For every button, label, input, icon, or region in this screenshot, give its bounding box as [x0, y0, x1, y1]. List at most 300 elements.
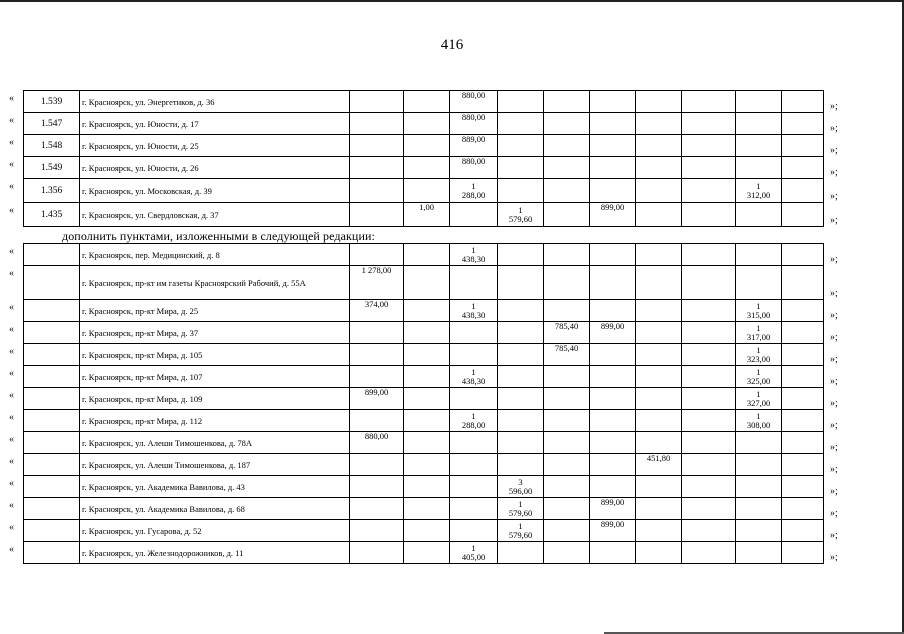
value-cell [404, 454, 450, 476]
value-cell [682, 113, 736, 135]
row-number [24, 476, 80, 498]
value-cell: 3 596,00 [498, 476, 544, 498]
open-quote: « [9, 323, 14, 335]
value-cell [350, 344, 404, 366]
value-cell [350, 157, 404, 179]
table-row [24, 520, 824, 542]
value-cell [782, 322, 824, 344]
value-cell [682, 203, 736, 227]
value-cell [450, 432, 498, 454]
value-cell [498, 542, 544, 564]
value-cell [498, 366, 544, 388]
value-cell: 1 278,00 [350, 266, 404, 300]
value-cell [450, 203, 498, 227]
value-cell [782, 388, 824, 410]
value-cell [590, 179, 636, 203]
value-cell [450, 266, 498, 300]
value-cell [544, 410, 590, 432]
value-cell [636, 322, 682, 344]
close-quote: »; [830, 397, 838, 409]
value-cell [682, 244, 736, 266]
close-quote: »; [830, 100, 838, 112]
value-cell [782, 542, 824, 564]
address-cell: г. Красноярск, пр-кт Мира, д. 105 [80, 344, 350, 366]
table-row [24, 244, 824, 266]
close-quote: »; [830, 309, 838, 321]
value-cell: 785,40 [544, 344, 590, 366]
value-cell [590, 454, 636, 476]
value-cell [636, 91, 682, 113]
value-cell [544, 388, 590, 410]
table-row [24, 344, 824, 366]
value-cell: 899,00 [590, 520, 636, 542]
value-cell [450, 498, 498, 520]
value-cell [350, 520, 404, 542]
value-cell [682, 157, 736, 179]
close-quote: »; [830, 287, 838, 299]
value-cell: 1 325,00 [736, 366, 782, 388]
open-quote: « [9, 267, 14, 279]
value-cell [636, 203, 682, 227]
table-row [24, 476, 824, 498]
value-cell [736, 454, 782, 476]
value-cell [590, 366, 636, 388]
value-cell [782, 366, 824, 388]
open-quote: « [9, 180, 14, 192]
close-quote: »; [830, 375, 838, 387]
value-cell [544, 203, 590, 227]
table-row [24, 113, 824, 135]
address-cell: г. Красноярск, ул. Алеши Тимошенкова, д. 187 [80, 454, 350, 476]
row-number [24, 266, 80, 300]
value-cell [636, 476, 682, 498]
value-cell [636, 300, 682, 322]
value-cell [636, 542, 682, 564]
value-cell [782, 203, 824, 227]
row-number [24, 410, 80, 432]
value-cell [350, 322, 404, 344]
open-quote: « [9, 367, 14, 379]
value-cell [590, 542, 636, 564]
value-cell [590, 266, 636, 300]
value-cell [404, 344, 450, 366]
value-cell [782, 179, 824, 203]
open-quote: « [9, 499, 14, 511]
address-cell: г. Красноярск, пер. Медицинский, д. 8 [80, 244, 350, 266]
value-cell [350, 203, 404, 227]
row-number [24, 454, 80, 476]
value-cell [590, 410, 636, 432]
value-cell [682, 410, 736, 432]
value-cell [590, 476, 636, 498]
open-quote: « [9, 433, 14, 445]
value-cell [544, 542, 590, 564]
open-quote: « [9, 245, 14, 257]
tariff-table-existing [23, 90, 824, 227]
value-cell [590, 135, 636, 157]
page-number: 416 [440, 37, 464, 53]
value-cell [590, 300, 636, 322]
value-cell [450, 476, 498, 498]
table-row [24, 388, 824, 410]
close-quote: »; [830, 214, 838, 226]
address-cell: г. Красноярск, ул. Юности, д. 25 [80, 135, 350, 157]
value-cell: 899,00 [350, 388, 404, 410]
value-cell [544, 244, 590, 266]
open-quote: « [9, 543, 14, 555]
value-cell [636, 113, 682, 135]
open-quote: « [9, 389, 14, 401]
value-cell [544, 432, 590, 454]
close-quote: »; [830, 463, 838, 475]
value-cell: 899,00 [590, 498, 636, 520]
value-cell [682, 388, 736, 410]
value-cell [404, 135, 450, 157]
table-row [24, 266, 824, 300]
value-cell [350, 135, 404, 157]
address-cell: г. Красноярск, ул. Академика Вавилова, д. 43 [80, 476, 350, 498]
table-row [24, 454, 824, 476]
open-quote: « [9, 301, 14, 313]
close-quote: »; [830, 253, 838, 265]
value-cell [636, 157, 682, 179]
value-cell [544, 454, 590, 476]
value-cell: 880,00 [450, 113, 498, 135]
value-cell: 1 288,00 [450, 410, 498, 432]
table-row [24, 542, 824, 564]
value-cell: 880,00 [450, 91, 498, 113]
value-cell: 899,00 [590, 203, 636, 227]
value-cell [682, 432, 736, 454]
value-cell: 1,00 [404, 203, 450, 227]
value-cell [782, 498, 824, 520]
value-cell [350, 498, 404, 520]
value-cell [350, 410, 404, 432]
value-cell [404, 520, 450, 542]
value-cell [544, 113, 590, 135]
value-cell [404, 410, 450, 432]
table-row [24, 157, 824, 179]
row-number: 1.549 [24, 157, 80, 179]
row-number: 1.548 [24, 135, 80, 157]
row-number [24, 244, 80, 266]
table-row [24, 179, 824, 203]
value-cell [590, 91, 636, 113]
value-cell [682, 476, 736, 498]
value-cell [682, 266, 736, 300]
value-cell [404, 388, 450, 410]
close-quote: »; [830, 507, 838, 519]
address-cell: г. Красноярск, пр-кт Мира, д. 107 [80, 366, 350, 388]
value-cell [636, 179, 682, 203]
value-cell: 785,40 [544, 322, 590, 344]
value-cell [782, 476, 824, 498]
value-cell [350, 91, 404, 113]
row-number: 1.539 [24, 91, 80, 113]
open-quote: « [9, 477, 14, 489]
value-cell [736, 113, 782, 135]
address-cell: г. Красноярск, ул. Академика Вавилова, д. 68 [80, 498, 350, 520]
value-cell [498, 432, 544, 454]
table-row [24, 432, 824, 454]
close-quote: »; [830, 441, 838, 453]
address-cell: г. Красноярск, ул. Гусарова, д. 52 [80, 520, 350, 542]
value-cell [636, 266, 682, 300]
value-cell [782, 244, 824, 266]
value-cell [590, 244, 636, 266]
tariff-table-added [23, 243, 824, 564]
value-cell [404, 498, 450, 520]
address-cell: г. Красноярск, пр-кт Мира, д. 25 [80, 300, 350, 322]
value-cell [450, 454, 498, 476]
address-cell: г. Красноярск, пр-кт Мира, д. 112 [80, 410, 350, 432]
value-cell [350, 542, 404, 564]
address-cell: г. Красноярск, пр-кт Мира, д. 37 [80, 322, 350, 344]
value-cell [590, 344, 636, 366]
value-cell [682, 322, 736, 344]
value-cell [498, 179, 544, 203]
value-cell [350, 244, 404, 266]
value-cell [736, 498, 782, 520]
value-cell [350, 476, 404, 498]
value-cell [544, 157, 590, 179]
address-cell: г. Красноярск, ул. Свердловская, д. 37 [80, 203, 350, 227]
table-row [24, 366, 824, 388]
value-cell [450, 322, 498, 344]
value-cell: 374,00 [350, 300, 404, 322]
value-cell [636, 344, 682, 366]
value-cell [636, 366, 682, 388]
value-cell [498, 91, 544, 113]
value-cell [636, 432, 682, 454]
value-cell [782, 454, 824, 476]
value-cell [590, 157, 636, 179]
value-cell [682, 179, 736, 203]
value-cell [782, 410, 824, 432]
value-cell [404, 244, 450, 266]
address-cell: г. Красноярск, пр-кт Мира, д. 109 [80, 388, 350, 410]
value-cell [736, 432, 782, 454]
value-cell [404, 266, 450, 300]
value-cell [736, 520, 782, 542]
value-cell [498, 244, 544, 266]
close-quote: »; [830, 122, 838, 134]
value-cell: 1 327,00 [736, 388, 782, 410]
address-cell: г. Красноярск, ул. Юности, д. 17 [80, 113, 350, 135]
value-cell [544, 91, 590, 113]
value-cell [590, 113, 636, 135]
value-cell [682, 454, 736, 476]
value-cell [498, 344, 544, 366]
row-number [24, 498, 80, 520]
value-cell [350, 454, 404, 476]
value-cell [404, 300, 450, 322]
open-quote: « [9, 411, 14, 423]
value-cell [544, 135, 590, 157]
address-cell: г. Красноярск, ул. Энергетиков, д. 36 [80, 91, 350, 113]
value-cell [682, 300, 736, 322]
value-cell [736, 244, 782, 266]
table-row [24, 91, 824, 113]
value-cell: 899,00 [590, 322, 636, 344]
value-cell [782, 157, 824, 179]
open-quote: « [9, 345, 14, 357]
value-cell [736, 542, 782, 564]
value-cell [782, 520, 824, 542]
value-cell [636, 388, 682, 410]
value-cell [636, 498, 682, 520]
value-cell: 1 579,60 [498, 520, 544, 542]
value-cell: 1 579,60 [498, 498, 544, 520]
close-quote: »; [830, 551, 838, 563]
value-cell [404, 476, 450, 498]
table-row [24, 135, 824, 157]
value-cell [404, 366, 450, 388]
row-number [24, 300, 80, 322]
value-cell: 880,00 [350, 432, 404, 454]
value-cell [404, 542, 450, 564]
value-cell [782, 432, 824, 454]
value-cell [782, 91, 824, 113]
value-cell: 880,00 [450, 157, 498, 179]
close-quote: »; [830, 166, 838, 178]
address-cell: г. Красноярск, пр-кт им газеты Красноярский Рабочий, д. 55А [80, 266, 350, 300]
value-cell [498, 113, 544, 135]
value-cell [636, 520, 682, 542]
open-quote: « [9, 92, 14, 104]
value-cell [782, 113, 824, 135]
value-cell: 451,80 [636, 454, 682, 476]
value-cell [636, 244, 682, 266]
address-cell: г. Красноярск, ул. Алеши Тимошенкова, д. 78А [80, 432, 350, 454]
open-quote: « [9, 114, 14, 126]
value-cell [404, 113, 450, 135]
value-cell [498, 454, 544, 476]
value-cell: 1 438,30 [450, 366, 498, 388]
value-cell: 1 438,30 [450, 244, 498, 266]
row-number [24, 388, 80, 410]
open-quote: « [9, 136, 14, 148]
value-cell [682, 498, 736, 520]
value-cell [404, 91, 450, 113]
value-cell [544, 366, 590, 388]
value-cell [736, 157, 782, 179]
value-cell [498, 157, 544, 179]
value-cell [450, 388, 498, 410]
value-cell [350, 113, 404, 135]
table-row [24, 410, 824, 432]
value-cell [682, 542, 736, 564]
value-cell: 1 308,00 [736, 410, 782, 432]
address-cell: г. Красноярск, ул. Железнодорожников, д. 11 [80, 542, 350, 564]
value-cell [498, 135, 544, 157]
value-cell: 889,00 [450, 135, 498, 157]
value-cell [590, 432, 636, 454]
value-cell [498, 388, 544, 410]
value-cell [350, 366, 404, 388]
value-cell [782, 135, 824, 157]
value-cell [636, 410, 682, 432]
open-quote: « [9, 521, 14, 533]
row-number [24, 344, 80, 366]
value-cell [498, 266, 544, 300]
value-cell [498, 300, 544, 322]
value-cell [544, 520, 590, 542]
address-cell: г. Красноярск, ул. Московская, д. 39 [80, 179, 350, 203]
open-quote: « [9, 455, 14, 467]
close-quote: »; [830, 485, 838, 497]
value-cell [736, 91, 782, 113]
value-cell [736, 203, 782, 227]
value-cell [544, 476, 590, 498]
table-row [24, 498, 824, 520]
row-number [24, 322, 80, 344]
value-cell: 1 312,00 [736, 179, 782, 203]
row-number [24, 520, 80, 542]
value-cell [736, 135, 782, 157]
value-cell [736, 266, 782, 300]
value-cell [590, 388, 636, 410]
value-cell [782, 344, 824, 366]
value-cell [782, 266, 824, 300]
value-cell: 1 288,00 [450, 179, 498, 203]
value-cell [782, 300, 824, 322]
value-cell [450, 520, 498, 542]
open-quote: « [9, 204, 14, 216]
address-cell: г. Красноярск, ул. Юности, д. 26 [80, 157, 350, 179]
value-cell: 1 405,00 [450, 542, 498, 564]
value-cell: 1 579,60 [498, 203, 544, 227]
value-cell: 1 317,00 [736, 322, 782, 344]
row-number [24, 432, 80, 454]
row-number: 1.547 [24, 113, 80, 135]
close-quote: »; [830, 419, 838, 431]
value-cell [450, 344, 498, 366]
close-quote: »; [830, 190, 838, 202]
value-cell [404, 432, 450, 454]
amendment-note: дополнить пунктами, изложенными в следующей редакции: [62, 229, 375, 243]
row-number [24, 542, 80, 564]
row-number: 1.356 [24, 179, 80, 203]
open-quote: « [9, 158, 14, 170]
table-row [24, 300, 824, 322]
value-cell [682, 91, 736, 113]
value-cell [682, 135, 736, 157]
value-cell [682, 344, 736, 366]
value-cell [404, 157, 450, 179]
value-cell [544, 179, 590, 203]
value-cell [682, 520, 736, 542]
close-quote: »; [830, 529, 838, 541]
value-cell [404, 322, 450, 344]
value-cell [736, 476, 782, 498]
value-cell: 1 438,30 [450, 300, 498, 322]
value-cell [498, 322, 544, 344]
scan-edge-top [0, 0, 904, 2]
value-cell [498, 410, 544, 432]
close-quote: »; [830, 331, 838, 343]
value-cell [404, 179, 450, 203]
row-number: 1.435 [24, 203, 80, 227]
table-row [24, 322, 824, 344]
row-number [24, 366, 80, 388]
value-cell [636, 135, 682, 157]
table-row [24, 203, 824, 227]
close-quote: »; [830, 144, 838, 156]
value-cell [544, 300, 590, 322]
value-cell [544, 498, 590, 520]
value-cell: 1 315,00 [736, 300, 782, 322]
